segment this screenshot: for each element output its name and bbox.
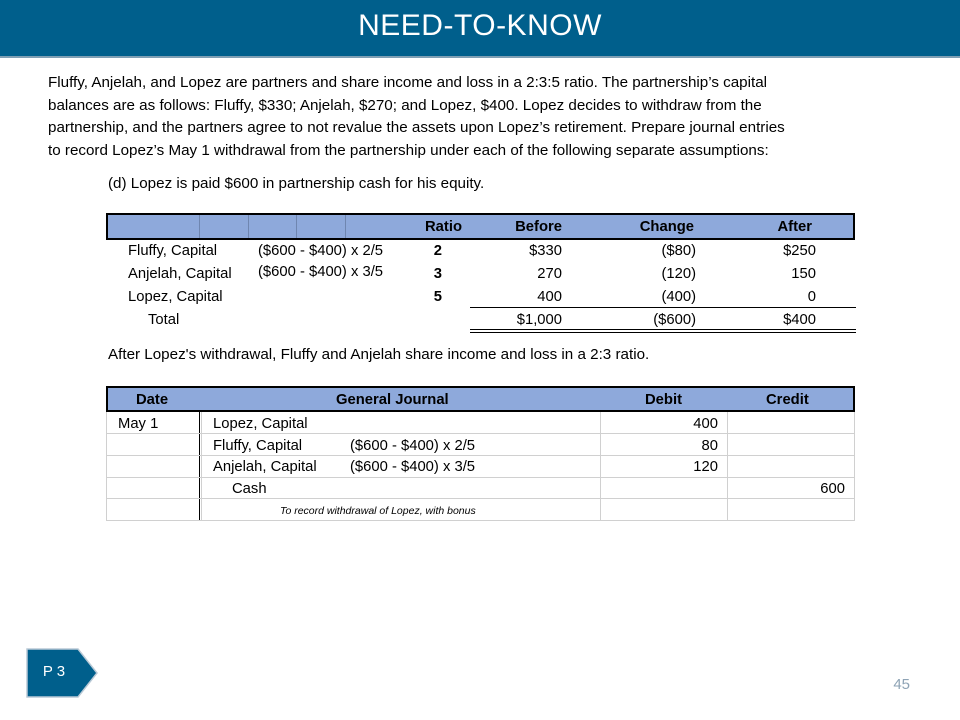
row-after: 0 [807, 289, 816, 305]
row-name: Anjelah, Capital [128, 266, 232, 282]
journal-account: Anjelah, Capital [213, 459, 317, 475]
row-name: Lopez, Capital [128, 289, 223, 305]
journal-credit: 600 [820, 481, 845, 497]
header-credit: Credit [766, 392, 809, 408]
row-ratio: 5 [433, 289, 442, 305]
header-general-journal: General Journal [336, 392, 449, 408]
journal-header [106, 386, 855, 412]
header-ratio: Ratio [425, 219, 462, 235]
row-formula: ($600 - $400) x 2/5 [258, 243, 384, 259]
journal-formula: ($600 - $400) x 3/5 [350, 459, 476, 475]
grid-line [106, 477, 855, 478]
grid-line [600, 412, 601, 521]
header-divider [248, 215, 249, 238]
header-after: After [777, 219, 812, 235]
grid-line [201, 412, 202, 521]
header-change: Change [639, 219, 694, 235]
row-change: (400) [661, 289, 696, 305]
journal-memo: To record withdrawal of Lopez, with bonus [280, 505, 476, 517]
row-ratio: 3 [433, 266, 442, 282]
row-after: 150 [791, 266, 816, 282]
journal-account: Fluffy, Capital [213, 438, 303, 454]
paragraph-line: to record Lopez’s May 1 withdrawal from the partnership under each of the following separate assumptions: [48, 141, 769, 159]
journal-debit: 120 [693, 459, 718, 475]
page-number: 45 [893, 676, 910, 693]
row-name: Fluffy, Capital [128, 243, 218, 259]
badge-label: P 3 [42, 663, 66, 680]
journal-formula: ($600 - $400) x 2/5 [350, 438, 476, 454]
grid-line [854, 412, 855, 521]
total-label: Total [148, 312, 180, 328]
paragraph-line: balances are as follows: Fluffy, $330; Anjelah, $270; and Lopez, $400. Lopez decides to withdraw from the [48, 96, 762, 114]
header-debit: Debit [645, 392, 682, 408]
row-change: ($80) [661, 243, 696, 259]
row-ratio: 2 [433, 243, 442, 259]
total-change: ($600) [653, 312, 696, 328]
journal-debit: 400 [693, 416, 718, 432]
sub-question: (d) Lopez is paid $600 in partnership cash for his equity. [108, 175, 485, 192]
row-before: 270 [537, 266, 562, 282]
header-date: Date [136, 392, 169, 408]
row-before: $330 [529, 243, 562, 259]
double-rule-top [470, 329, 856, 330]
total-after: $400 [783, 312, 816, 328]
journal-account: Lopez, Capital [213, 416, 308, 432]
grid-line [199, 412, 200, 521]
header-divider [199, 215, 200, 238]
problem-paragraph [48, 72, 898, 162]
paragraph-line: Fluffy, Anjelah, and Lopez are partners and share income and loss in a 2:3:5 ratio. The partnership’s capital [48, 74, 768, 91]
grid-line [106, 455, 855, 456]
row-before: 400 [537, 289, 562, 305]
after-withdrawal-note: After Lopez's withdrawal, Fluffy and Anjelah share income and loss in a 2:3 ratio. [108, 346, 650, 363]
paragraph-line: partnership, and the partners agree to not revalue the assets upon Lopez’s retirement. Prepare journal entries [48, 119, 785, 136]
grid-line [727, 412, 728, 521]
total-before: $1,000 [516, 312, 562, 328]
row-formula: ($600 - $400) x 3/5 [258, 264, 384, 280]
grid-line [106, 498, 855, 499]
title-bar [0, 0, 960, 58]
grid-line [106, 520, 855, 521]
header-before: Before [515, 219, 562, 235]
journal-date: May 1 [118, 416, 159, 432]
slide-title: NEED-TO-KNOW [358, 9, 602, 42]
grid-line [106, 412, 107, 521]
double-rule-bottom [470, 332, 856, 333]
row-change: (120) [661, 266, 696, 282]
header-divider [345, 215, 346, 238]
journal-account: Cash [232, 481, 267, 497]
header-divider [296, 215, 297, 238]
grid-line [106, 433, 855, 434]
total-rule [470, 307, 856, 308]
row-after: $250 [783, 243, 816, 259]
journal-debit: 80 [701, 438, 718, 454]
